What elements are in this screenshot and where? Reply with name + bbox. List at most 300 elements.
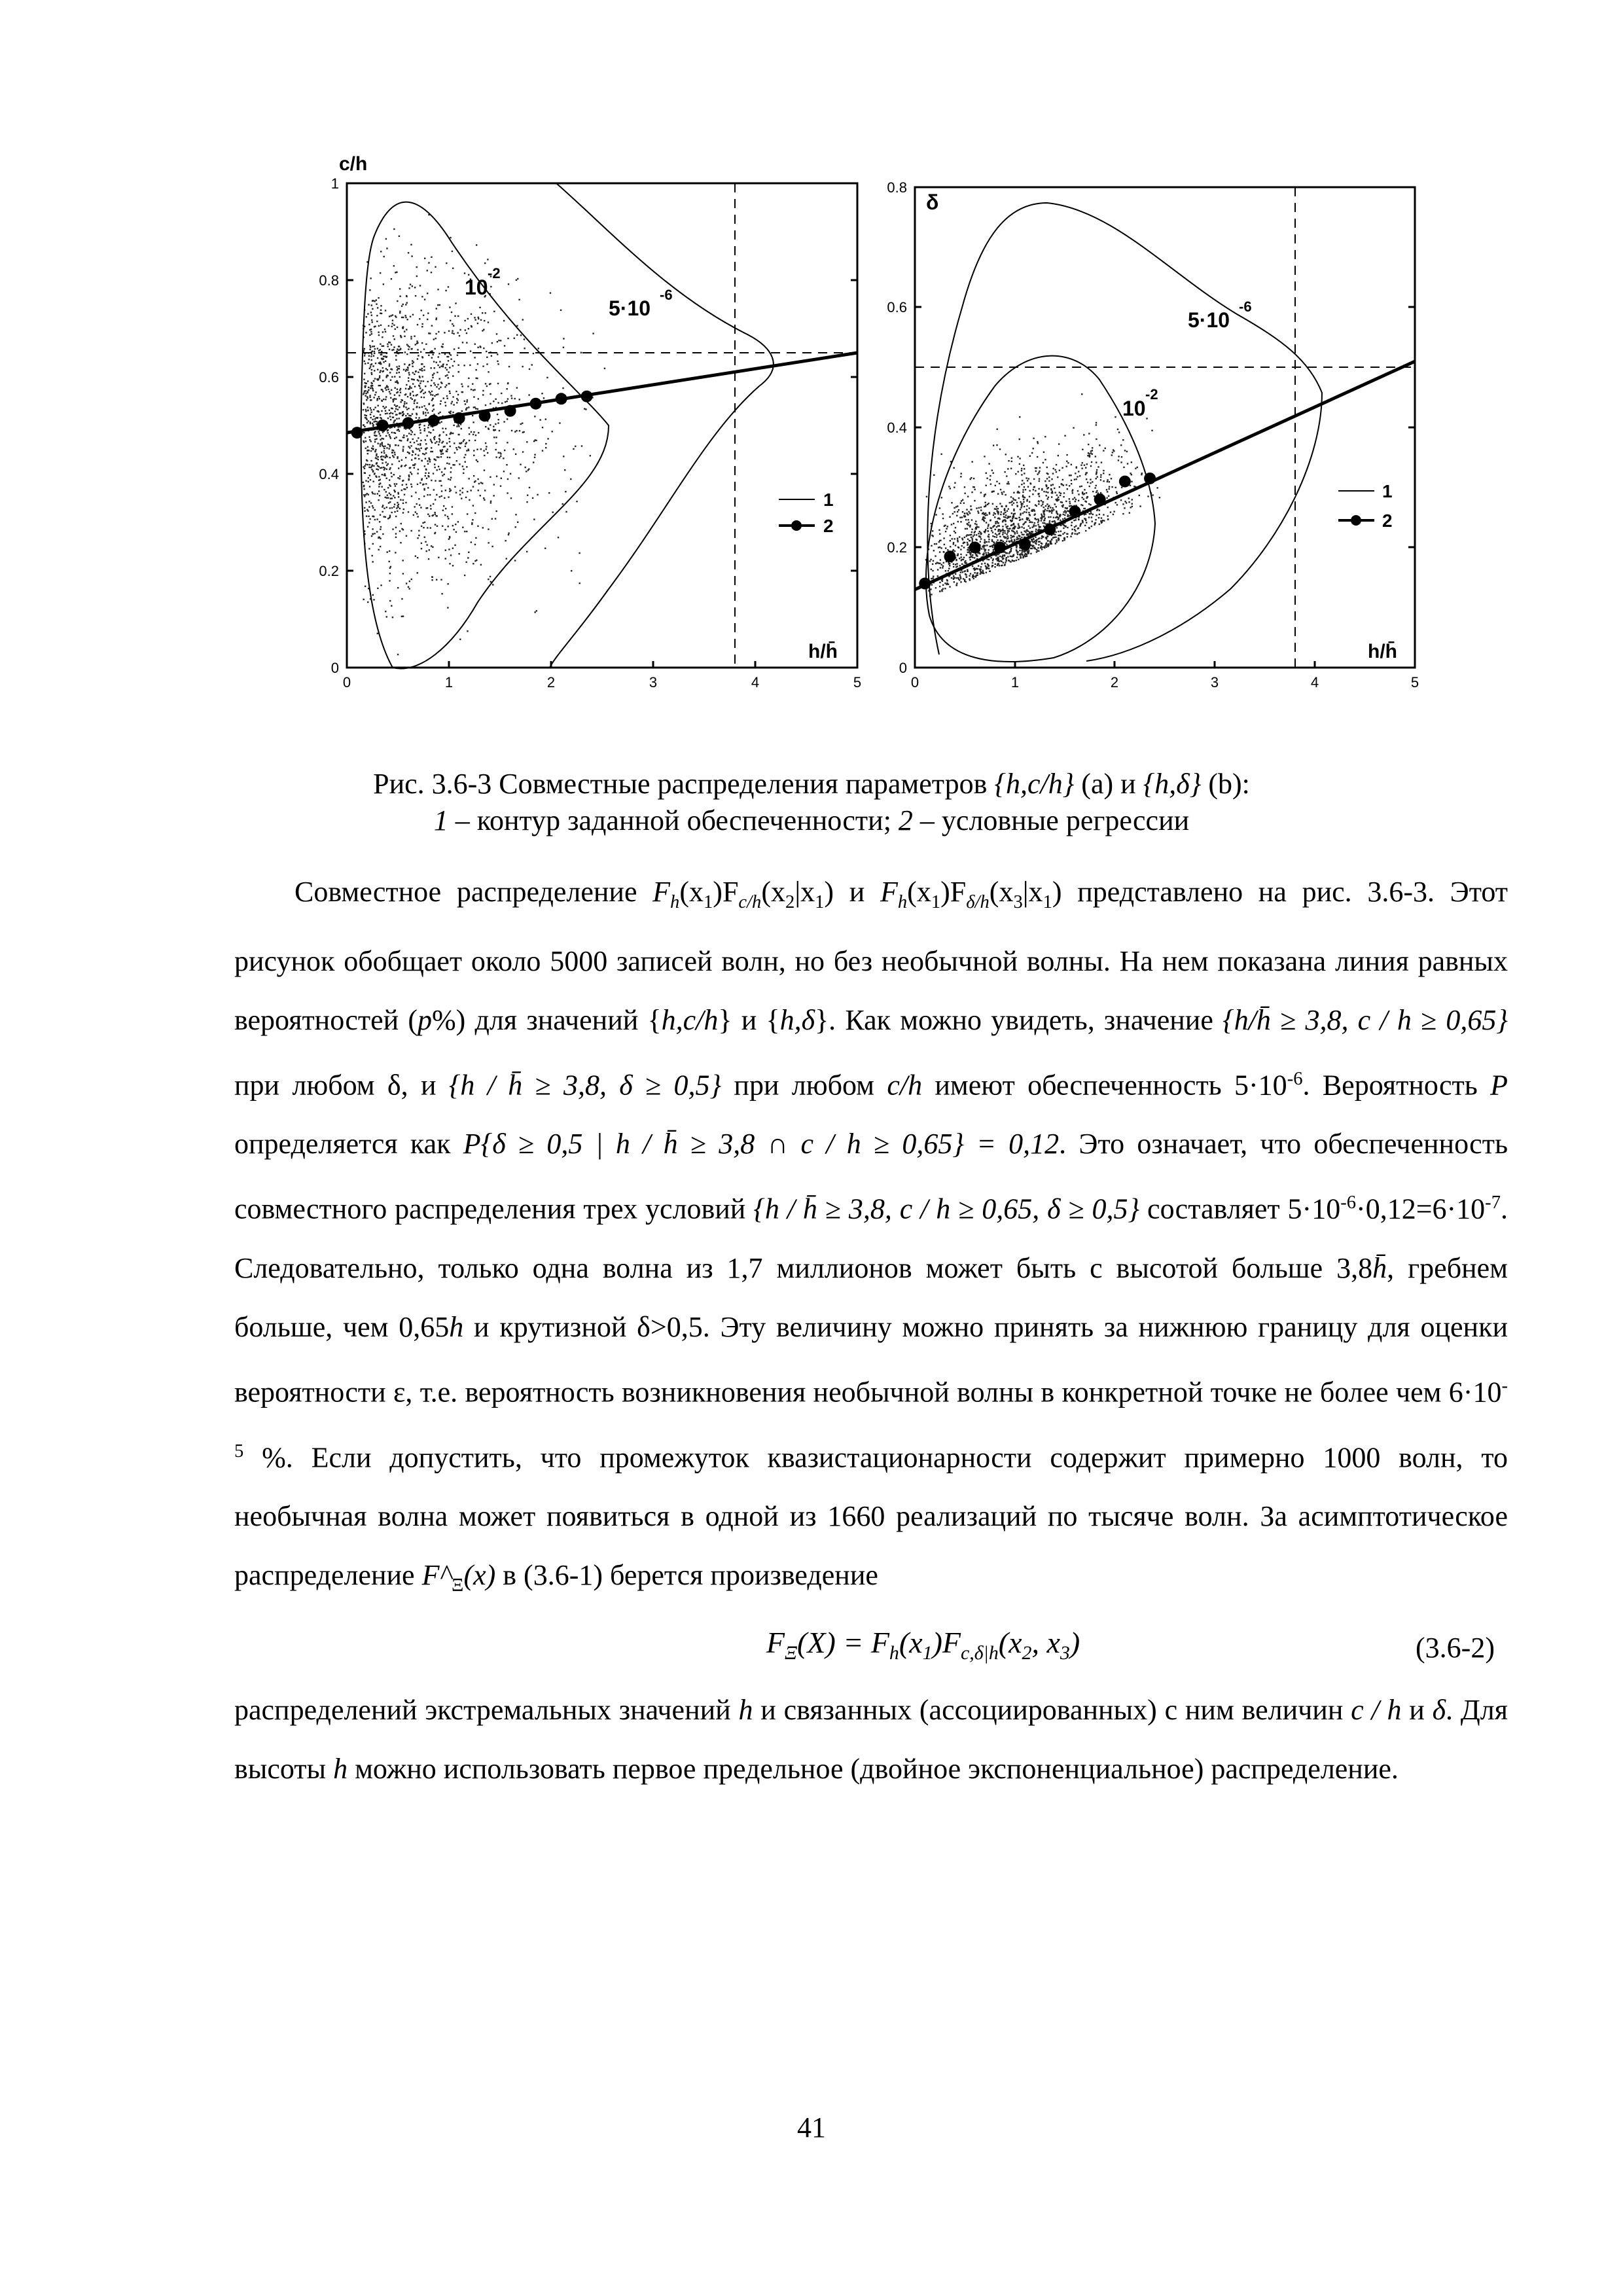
left-scatter-dot <box>399 426 401 427</box>
left-scatter-dot <box>378 396 380 397</box>
left-scatter-dot <box>383 489 385 490</box>
left-scatter-dot <box>436 308 437 309</box>
right-scatter-dot <box>939 533 940 535</box>
right-scatter-dot <box>1080 464 1082 465</box>
right-scatter-dot <box>1090 504 1091 505</box>
left-scatter-dot <box>448 526 449 527</box>
right-scatter-dot <box>1132 506 1133 507</box>
left-scatter-dot <box>421 543 422 544</box>
t: ) <box>824 876 834 908</box>
right-scatter-dot <box>1011 504 1012 505</box>
right-scatter-dot <box>1045 505 1046 507</box>
right-scatter-dot <box>1048 511 1050 512</box>
right-scatter-dot <box>1006 475 1007 476</box>
left-scatter-dot <box>414 403 415 404</box>
left-scatter-dot <box>441 490 442 492</box>
right-scatter-dot <box>1037 442 1039 444</box>
left-scatter-dot <box>368 467 370 468</box>
left-scatter-dot <box>411 378 412 380</box>
left-scatter-dot <box>468 406 469 408</box>
right-scatter-dot <box>1010 561 1011 562</box>
left-scatter-dot <box>503 471 505 472</box>
left-scatter-dot <box>365 463 366 465</box>
right-scatter-dot <box>936 543 937 545</box>
right-scatter-dot <box>1053 468 1054 469</box>
right-scatter-dot <box>1010 496 1012 497</box>
right-scatter-dot <box>955 584 957 586</box>
right-scatter-dot <box>1003 491 1005 492</box>
left-scatter-dot <box>467 630 468 632</box>
left-scatter-dot <box>430 367 431 368</box>
left-scatter-dot <box>453 425 454 426</box>
left-scatter-dot <box>526 551 527 552</box>
left-scatter-dot <box>466 466 467 467</box>
right-scatter-dot <box>950 488 951 489</box>
right-scatter-dot <box>1046 503 1048 505</box>
right-scatter-dot <box>1109 488 1110 490</box>
left-scatter-dot <box>412 360 413 361</box>
left-scatter-dot <box>404 394 406 395</box>
right-scatter-dot <box>1044 509 1046 510</box>
right-scatter-dot <box>1092 520 1093 522</box>
left-scatter-dot <box>392 319 393 321</box>
left-scatter-dot <box>493 426 494 427</box>
right-scatter-dot <box>953 564 954 565</box>
right-scatter-dot <box>1096 510 1097 511</box>
left-scatter-dot <box>449 457 450 458</box>
right-scatter-dot <box>1001 493 1003 495</box>
right-scatter-dot <box>1007 468 1008 469</box>
left-scatter-dot <box>420 351 421 353</box>
left-scatter-dot <box>379 375 380 376</box>
left-scatter-dot <box>421 310 422 311</box>
right-scatter-dot <box>1121 487 1122 488</box>
left-scatter-dot <box>477 408 478 410</box>
left-scatter-dot <box>404 494 405 495</box>
right-scatter-dot <box>961 537 963 539</box>
left-scatter-dot <box>364 348 365 350</box>
left-scatter-dot <box>470 350 471 351</box>
right-scatter-dot <box>1035 530 1037 531</box>
left-scatter-dot <box>491 546 493 547</box>
right-scatter-dot <box>997 493 999 494</box>
right-scatter-dot <box>1113 450 1115 452</box>
right-scatter-dot <box>1011 539 1012 541</box>
left-scatter-dot <box>372 505 373 507</box>
left-scatter-dot <box>373 416 374 417</box>
right-scatter-dot <box>1079 532 1080 533</box>
left-scatter-dot <box>448 383 450 384</box>
right-scatter-dot <box>948 563 950 564</box>
right-scatter-dot <box>985 512 986 514</box>
right-scatter-dot <box>1024 473 1025 474</box>
left-scatter-dot <box>416 266 418 268</box>
left-scatter-dot <box>365 363 366 364</box>
left-scatter-dot <box>398 429 399 430</box>
body-text <box>234 863 1508 1799</box>
figure-caption <box>196 766 1427 839</box>
right-scatter-dot <box>964 581 965 582</box>
left-scatter-dot <box>514 431 516 432</box>
left-scatter-dot <box>432 377 433 378</box>
left-scatter-dot <box>402 414 404 416</box>
right-scatter-dot <box>1106 497 1107 499</box>
left-scatter-dot <box>545 418 546 420</box>
right-scatter-dot <box>995 521 996 522</box>
right-scatter-dot <box>971 537 972 538</box>
left-scatter-dot <box>475 435 476 436</box>
right-scatter-dot <box>1001 511 1002 512</box>
left-scatter-dot <box>457 521 459 522</box>
left-scatter-dot <box>419 443 421 444</box>
right-scatter-dot <box>980 507 982 508</box>
left-scatter-dot <box>410 393 411 394</box>
left-scatter-dot <box>439 496 440 497</box>
left-scatter-dot <box>471 524 473 525</box>
left-scatter-dot <box>436 579 437 581</box>
left-scatter-dot <box>392 617 393 618</box>
left-scatter-dot <box>410 530 412 531</box>
right-scatter-dot <box>1004 564 1005 565</box>
t: ) <box>1052 876 1062 908</box>
left-scatter-dot <box>389 372 391 373</box>
left-scatter-dot <box>409 386 410 387</box>
left-scatter-dot <box>473 389 474 391</box>
right-scatter-dot <box>937 575 938 577</box>
right-scatter-dot <box>971 492 972 493</box>
left-scatter-dot <box>389 573 391 574</box>
right-scatter-dot <box>1103 450 1104 451</box>
left-scatter-dot <box>391 452 393 453</box>
right-scatter-dot <box>1051 478 1052 480</box>
left-scatter-dot <box>488 528 489 529</box>
right-scatter-dot <box>1029 533 1030 534</box>
left-scatter-dot <box>467 491 468 492</box>
left-scatter-dot <box>484 262 486 264</box>
left-scatter-dot <box>465 461 466 462</box>
left-scatter-dot <box>414 467 415 469</box>
left-scatter-dot <box>468 427 469 429</box>
left-scatter-dot <box>381 358 382 359</box>
right-scatter-dot <box>997 530 999 531</box>
right-scatter-dot <box>948 486 950 487</box>
right-scatter-dot <box>1052 521 1054 522</box>
right-scatter-dot <box>976 524 977 525</box>
right-scatter-dot <box>1005 524 1006 525</box>
left-scatter-dot <box>382 367 383 368</box>
t: F <box>766 1626 785 1660</box>
left-scatter-dot <box>439 439 440 440</box>
left-scatter-dot <box>529 487 530 488</box>
left-scatter-dot <box>369 345 370 346</box>
left-scatter-dot <box>488 579 489 580</box>
left-scatter-dot <box>432 410 433 412</box>
left-scatter-dot <box>397 382 399 383</box>
t: 1 <box>931 891 941 912</box>
right-scatter-dot <box>1077 476 1078 477</box>
right-scatter-dot <box>1004 471 1005 473</box>
right-scatter-dot <box>1029 456 1031 457</box>
left-scatter-dot <box>383 361 384 363</box>
left-scatter-dot <box>421 478 423 479</box>
left-scatter-dot <box>402 529 404 530</box>
left-scatter-dot <box>378 484 380 485</box>
left-scatter-dot <box>427 319 428 320</box>
left-scatter-dot <box>372 346 373 347</box>
right-scatter-dot <box>954 511 955 512</box>
right-scatter-dot <box>971 519 972 520</box>
left-scatter-dot <box>430 505 431 506</box>
right-scatter-dot <box>1025 489 1026 490</box>
right-scatter-dot <box>945 570 946 571</box>
left-scatter-dot <box>496 476 497 477</box>
left-scatter-dot <box>389 349 390 350</box>
left-scatter-dot <box>552 511 553 512</box>
left-scatter-dot <box>459 447 461 448</box>
left-scatter-dot <box>408 374 410 375</box>
right-contour-label-b: 5·10 <box>1188 308 1230 332</box>
left-scatter-dot <box>424 454 425 455</box>
left-scatter-dot <box>425 541 426 543</box>
right-scatter-dot <box>1103 480 1104 482</box>
left-scatter-dot <box>447 583 448 584</box>
right-scatter-dot <box>1051 509 1052 511</box>
right-scatter-dot <box>1055 543 1056 544</box>
right-scatter-dot <box>1062 514 1063 515</box>
right-scatter-dot <box>1085 518 1086 520</box>
left-scatter-dot <box>478 490 479 491</box>
left-scatter-dot <box>379 521 380 522</box>
right-scatter-dot <box>992 503 993 505</box>
left-chart-frame <box>347 183 857 668</box>
left-scatter-dot <box>367 453 368 454</box>
left-scatter-dot <box>407 367 408 368</box>
left-scatter-dot <box>447 448 448 450</box>
left-scatter-dot <box>456 425 457 427</box>
right-scatter-dot <box>1021 505 1022 507</box>
left-scatter-dot <box>389 342 391 343</box>
left-scatter-dot <box>439 422 440 423</box>
left-scatter-dot <box>526 501 527 503</box>
right-scatter-dot <box>1100 520 1101 522</box>
left-scatter-dot <box>449 367 450 368</box>
left-scatter-dot <box>463 457 465 458</box>
right-scatter-dot <box>964 493 965 494</box>
left-scatter-dot <box>379 398 380 399</box>
left-scatter-dot <box>376 454 377 455</box>
right-scatter-dot <box>985 514 986 516</box>
left-scatter-dot <box>466 342 467 343</box>
left-scatter-dot <box>430 432 431 433</box>
right-scatter-dot <box>1111 454 1113 456</box>
right-scatter-dot <box>1058 519 1059 520</box>
right-scatter-dot <box>1058 455 1059 456</box>
left-scatter-dot <box>490 424 491 425</box>
left-scatter-dot <box>497 363 499 365</box>
right-scatter-dot <box>978 507 980 509</box>
right-scatter-dot <box>955 560 957 561</box>
left-scatter-dot <box>391 408 393 409</box>
left-scatter-dot <box>391 344 392 346</box>
left-scatter-dot <box>393 422 395 423</box>
left-scatter-dot <box>394 454 395 455</box>
left-scatter-dot <box>402 499 404 501</box>
right-scatter-dot <box>967 523 968 524</box>
left-scatter-dot <box>385 491 387 492</box>
right-scatter-dot <box>971 529 972 530</box>
right-scatter-dot <box>967 552 969 553</box>
right-scatter-dot <box>1101 461 1102 463</box>
t: {h / h̄ ≥ 3,8, δ ≥ 0,5} <box>448 1069 722 1102</box>
left-scatter-dot <box>406 435 408 437</box>
left-scatter-dot <box>433 408 435 410</box>
left-scatter-dot <box>368 506 370 507</box>
left-scatter-dot <box>372 594 374 596</box>
left-scatter-dot <box>396 507 397 509</box>
left-scatter-dot <box>406 583 407 584</box>
left-scatter-dot <box>411 348 412 350</box>
left-scatter-dot <box>383 448 385 449</box>
right-scatter-dot <box>996 510 997 511</box>
left-scatter-dot <box>499 457 500 458</box>
left-scatter-dot <box>519 399 520 400</box>
left-scatter-dot <box>395 329 396 330</box>
left-scatter-dot <box>380 349 381 350</box>
left-scatter-dot <box>490 502 491 503</box>
right-scatter-dot <box>993 444 994 446</box>
left-scatter-dot <box>437 469 438 471</box>
left-scatter-dot <box>444 386 446 387</box>
right-scatter-dot <box>1051 496 1052 497</box>
t: h,c/h <box>661 1003 719 1036</box>
left-scatter-dot <box>370 409 372 410</box>
left-scatter-dot <box>473 505 474 506</box>
right-scatter-dot <box>1039 495 1040 497</box>
left-scatter-dot <box>515 454 516 455</box>
left-scatter-dot <box>399 530 401 531</box>
left-scatter-dot <box>490 501 491 502</box>
t: (x <box>679 876 704 908</box>
left-scatter-dot <box>397 507 399 508</box>
right-scatter-dot <box>1082 505 1083 506</box>
right-scatter-dot <box>982 570 984 571</box>
left-scatter-dot <box>480 319 482 321</box>
left-scatter-dot <box>423 369 425 370</box>
right-scatter-dot <box>1042 516 1043 517</box>
left-scatter-dot <box>433 489 435 490</box>
left-scatter-dot <box>363 403 365 404</box>
left-scatter-dot <box>412 431 413 433</box>
right-scatter-dot <box>974 557 975 558</box>
t: 1 <box>815 891 825 912</box>
right-scatter-dot <box>1035 548 1036 549</box>
right-scatter-dot <box>942 518 944 519</box>
left-scatter-dot <box>373 397 374 398</box>
right-scatter-dot <box>1065 511 1067 512</box>
left-scatter-dot <box>431 391 433 392</box>
left-scatter-dot <box>383 399 384 400</box>
left-scatter-dot <box>368 324 370 325</box>
right-xtick-0: 0 <box>910 674 919 691</box>
right-scatter-dot <box>1014 560 1015 562</box>
right-scatter-dot <box>1077 528 1079 529</box>
left-scatter-dot <box>381 456 382 457</box>
right-scatter-dot <box>1041 489 1043 490</box>
right-scatter-dot <box>968 534 969 535</box>
left-scatter-dot <box>514 338 515 339</box>
right-scatter-dot <box>933 560 934 562</box>
left-scatter-dot <box>431 272 432 273</box>
right-scatter-dot <box>1078 518 1079 520</box>
left-scatter-dot <box>395 316 397 317</box>
right-scatter-dot <box>1026 511 1027 512</box>
left-scatter-dot <box>421 370 423 371</box>
right-scatter-dot <box>1146 418 1147 419</box>
left-scatter-dot <box>444 332 445 333</box>
left-scatter-dot <box>401 465 402 466</box>
right-scatter-dot <box>1008 552 1010 554</box>
t: составляет 5·10 <box>1139 1193 1341 1226</box>
right-scatter-dot <box>1071 529 1073 530</box>
right-scatter-dot <box>1094 524 1095 526</box>
right-scatter-dot <box>1010 468 1012 469</box>
right-contour-label-b-exp: -6 <box>1239 298 1252 315</box>
left-scatter-dot <box>425 443 427 444</box>
figure-svg <box>301 144 1453 733</box>
left-scatter-dot <box>370 386 372 387</box>
left-scatter-dot <box>462 386 463 387</box>
left-scatter-dot <box>476 449 478 450</box>
left-scatter-dot <box>376 299 377 300</box>
left-scatter-dot <box>425 475 426 476</box>
right-scatter-dot <box>1046 510 1048 511</box>
left-scatter-dot <box>421 326 423 327</box>
left-scatter-dot <box>467 513 468 514</box>
left-scatter-dot <box>440 456 442 457</box>
left-scatter-dot <box>474 389 475 390</box>
left-scatter-dot <box>416 440 418 441</box>
right-scatter-dot <box>993 526 994 527</box>
right-scatter-dot <box>1029 507 1030 509</box>
left-scatter-dot <box>380 363 381 364</box>
left-scatter-dot <box>420 448 421 449</box>
left-ytick-1: 0.2 <box>319 563 339 579</box>
right-scatter-dot <box>1122 503 1124 505</box>
left-scatter-dot <box>368 522 370 523</box>
right-scatter-dot <box>973 576 974 577</box>
left-scatter-dot <box>414 401 415 402</box>
right-scatter-dot <box>1021 537 1022 538</box>
left-scatter-dot <box>383 450 385 452</box>
left-scatter-dot <box>378 549 379 550</box>
left-scatter-dot <box>450 467 452 469</box>
left-scatter-dot <box>385 497 386 498</box>
left-scatter-dot <box>563 456 564 457</box>
left-scatter-dot <box>369 289 370 291</box>
left-scatter-dot <box>399 372 400 373</box>
right-scatter-dot <box>953 467 954 469</box>
left-scatter-dot <box>420 391 421 393</box>
right-scatter-dot <box>1021 484 1022 485</box>
left-scatter-dot <box>408 586 409 588</box>
right-scatter-dot <box>1056 531 1057 533</box>
left-scatter-dot <box>377 348 378 349</box>
left-scatter-dot <box>483 450 484 451</box>
right-scatter-dot <box>1072 498 1073 499</box>
left-scatter-dot <box>363 466 364 467</box>
left-scatter-dot <box>374 394 376 395</box>
left-scatter-dot <box>444 353 446 355</box>
